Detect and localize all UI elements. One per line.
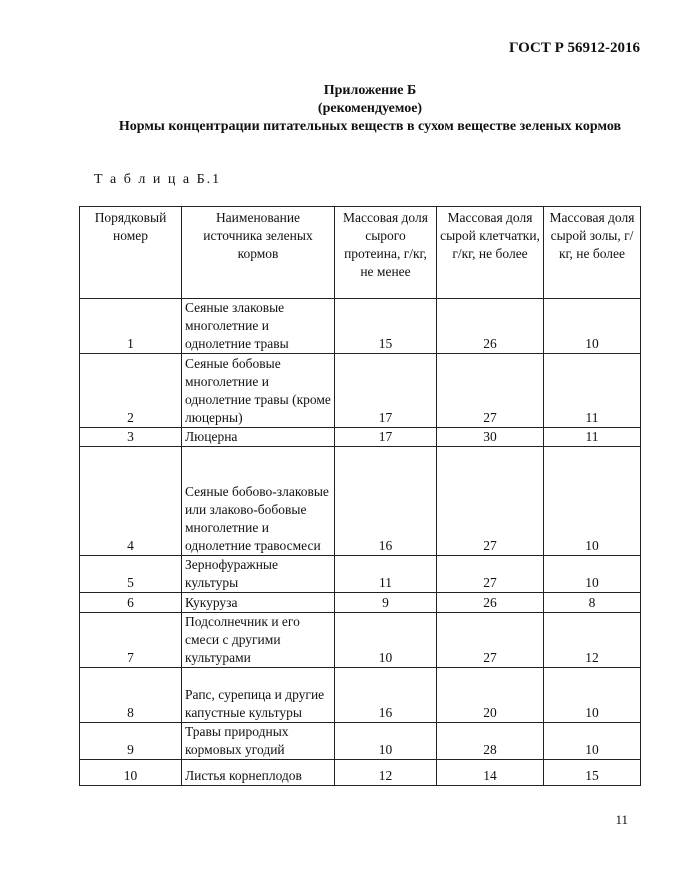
ash-value: 10 [544, 668, 641, 722]
protein-value: 16 [335, 446, 437, 555]
nutrient-norms-table [79, 206, 641, 786]
protein-value: 15 [335, 299, 437, 354]
table-row [80, 759, 641, 785]
row-number: 8 [80, 668, 182, 722]
row-number: 9 [80, 722, 182, 759]
protein-value: 17 [335, 354, 437, 427]
table-header-row [80, 207, 641, 299]
table-row [80, 592, 641, 612]
protein-value: 9 [335, 592, 437, 612]
protein-value: 17 [335, 427, 437, 446]
column-header: Массовая доля сырой золы, г/кг, не более [544, 207, 641, 299]
ash-value: 12 [544, 612, 641, 667]
protein-value: 10 [335, 612, 437, 667]
row-number: 10 [80, 759, 182, 785]
fiber-value: 27 [437, 446, 544, 555]
table-row [80, 612, 641, 667]
page-number: 11 [615, 812, 628, 827]
fiber-value: 20 [437, 668, 544, 722]
row-number: 3 [80, 427, 182, 446]
feed-source-name: Люцерна [182, 427, 335, 446]
ash-value: 15 [544, 759, 641, 785]
protein-value: 10 [335, 722, 437, 759]
appendix-subtitle: Нормы концентрации питательных веществ в сухом веществе зеленых кормов [118, 119, 622, 134]
ash-value: 10 [544, 555, 641, 592]
feed-source-name: Рапс, сурепица и другие капустные культуры [182, 668, 335, 722]
ash-value: 11 [544, 354, 641, 427]
protein-value: 11 [335, 555, 437, 592]
feed-source-name: Травы природных кормовых угодий [182, 722, 335, 759]
ash-value: 10 [544, 722, 641, 759]
ash-value: 8 [544, 592, 641, 612]
row-number: 6 [80, 592, 182, 612]
feed-source-name: Листья корнеплодов [182, 759, 335, 785]
column-header: Порядковый номер [80, 207, 182, 299]
ash-value: 10 [544, 299, 641, 354]
row-number: 7 [80, 612, 182, 667]
column-header: Массовая доля сырой клетчатки, г/кг, не более [437, 207, 544, 299]
appendix-status: (рекомендуемое) [317, 101, 423, 116]
table-row [80, 299, 641, 354]
appendix-title: Приложение Б [323, 83, 417, 98]
table-row [80, 354, 641, 427]
fiber-value: 26 [437, 592, 544, 612]
row-number: 2 [80, 354, 182, 427]
feed-source-name: Кукуруза [182, 592, 335, 612]
row-number: 4 [80, 446, 182, 555]
fiber-value: 27 [437, 555, 544, 592]
fiber-value: 27 [437, 354, 544, 427]
table-row [80, 668, 641, 722]
column-header: Массовая доля сырого протеина, г/кг, не менее [335, 207, 437, 299]
fiber-value: 28 [437, 722, 544, 759]
ash-value: 10 [544, 446, 641, 555]
fiber-value: 26 [437, 299, 544, 354]
protein-value: 12 [335, 759, 437, 785]
fiber-value: 27 [437, 612, 544, 667]
fiber-value: 30 [437, 427, 544, 446]
feed-source-name: Сеяные злаковые многолетние и однолетние травы [182, 299, 335, 354]
row-number: 5 [80, 555, 182, 592]
feed-source-name: Сеяные бобово-злаковые или злаково-бобовые многолетние и однолетние травосмеси [182, 446, 335, 555]
fiber-value: 14 [437, 759, 544, 785]
table-row [80, 427, 641, 446]
feed-source-name: Зернофуражные культуры [182, 555, 335, 592]
protein-value: 16 [335, 668, 437, 722]
appendix-heading [90, 82, 650, 136]
table-row [80, 555, 641, 592]
table-label: Т а б л и ц а Б.1 [94, 172, 222, 187]
standard-number: ГОСТ Р 56912-2016 [508, 40, 640, 56]
table-row [80, 722, 641, 759]
feed-source-name: Подсолнечник и его смеси с другими культурами [182, 612, 335, 667]
row-number: 1 [80, 299, 182, 354]
ash-value: 11 [544, 427, 641, 446]
table-row [80, 446, 641, 555]
feed-source-name: Сеяные бобовые многолетние и однолетние травы (кроме люцерны) [182, 354, 335, 427]
column-header: Наименование источника зеленых кормов [182, 207, 335, 299]
